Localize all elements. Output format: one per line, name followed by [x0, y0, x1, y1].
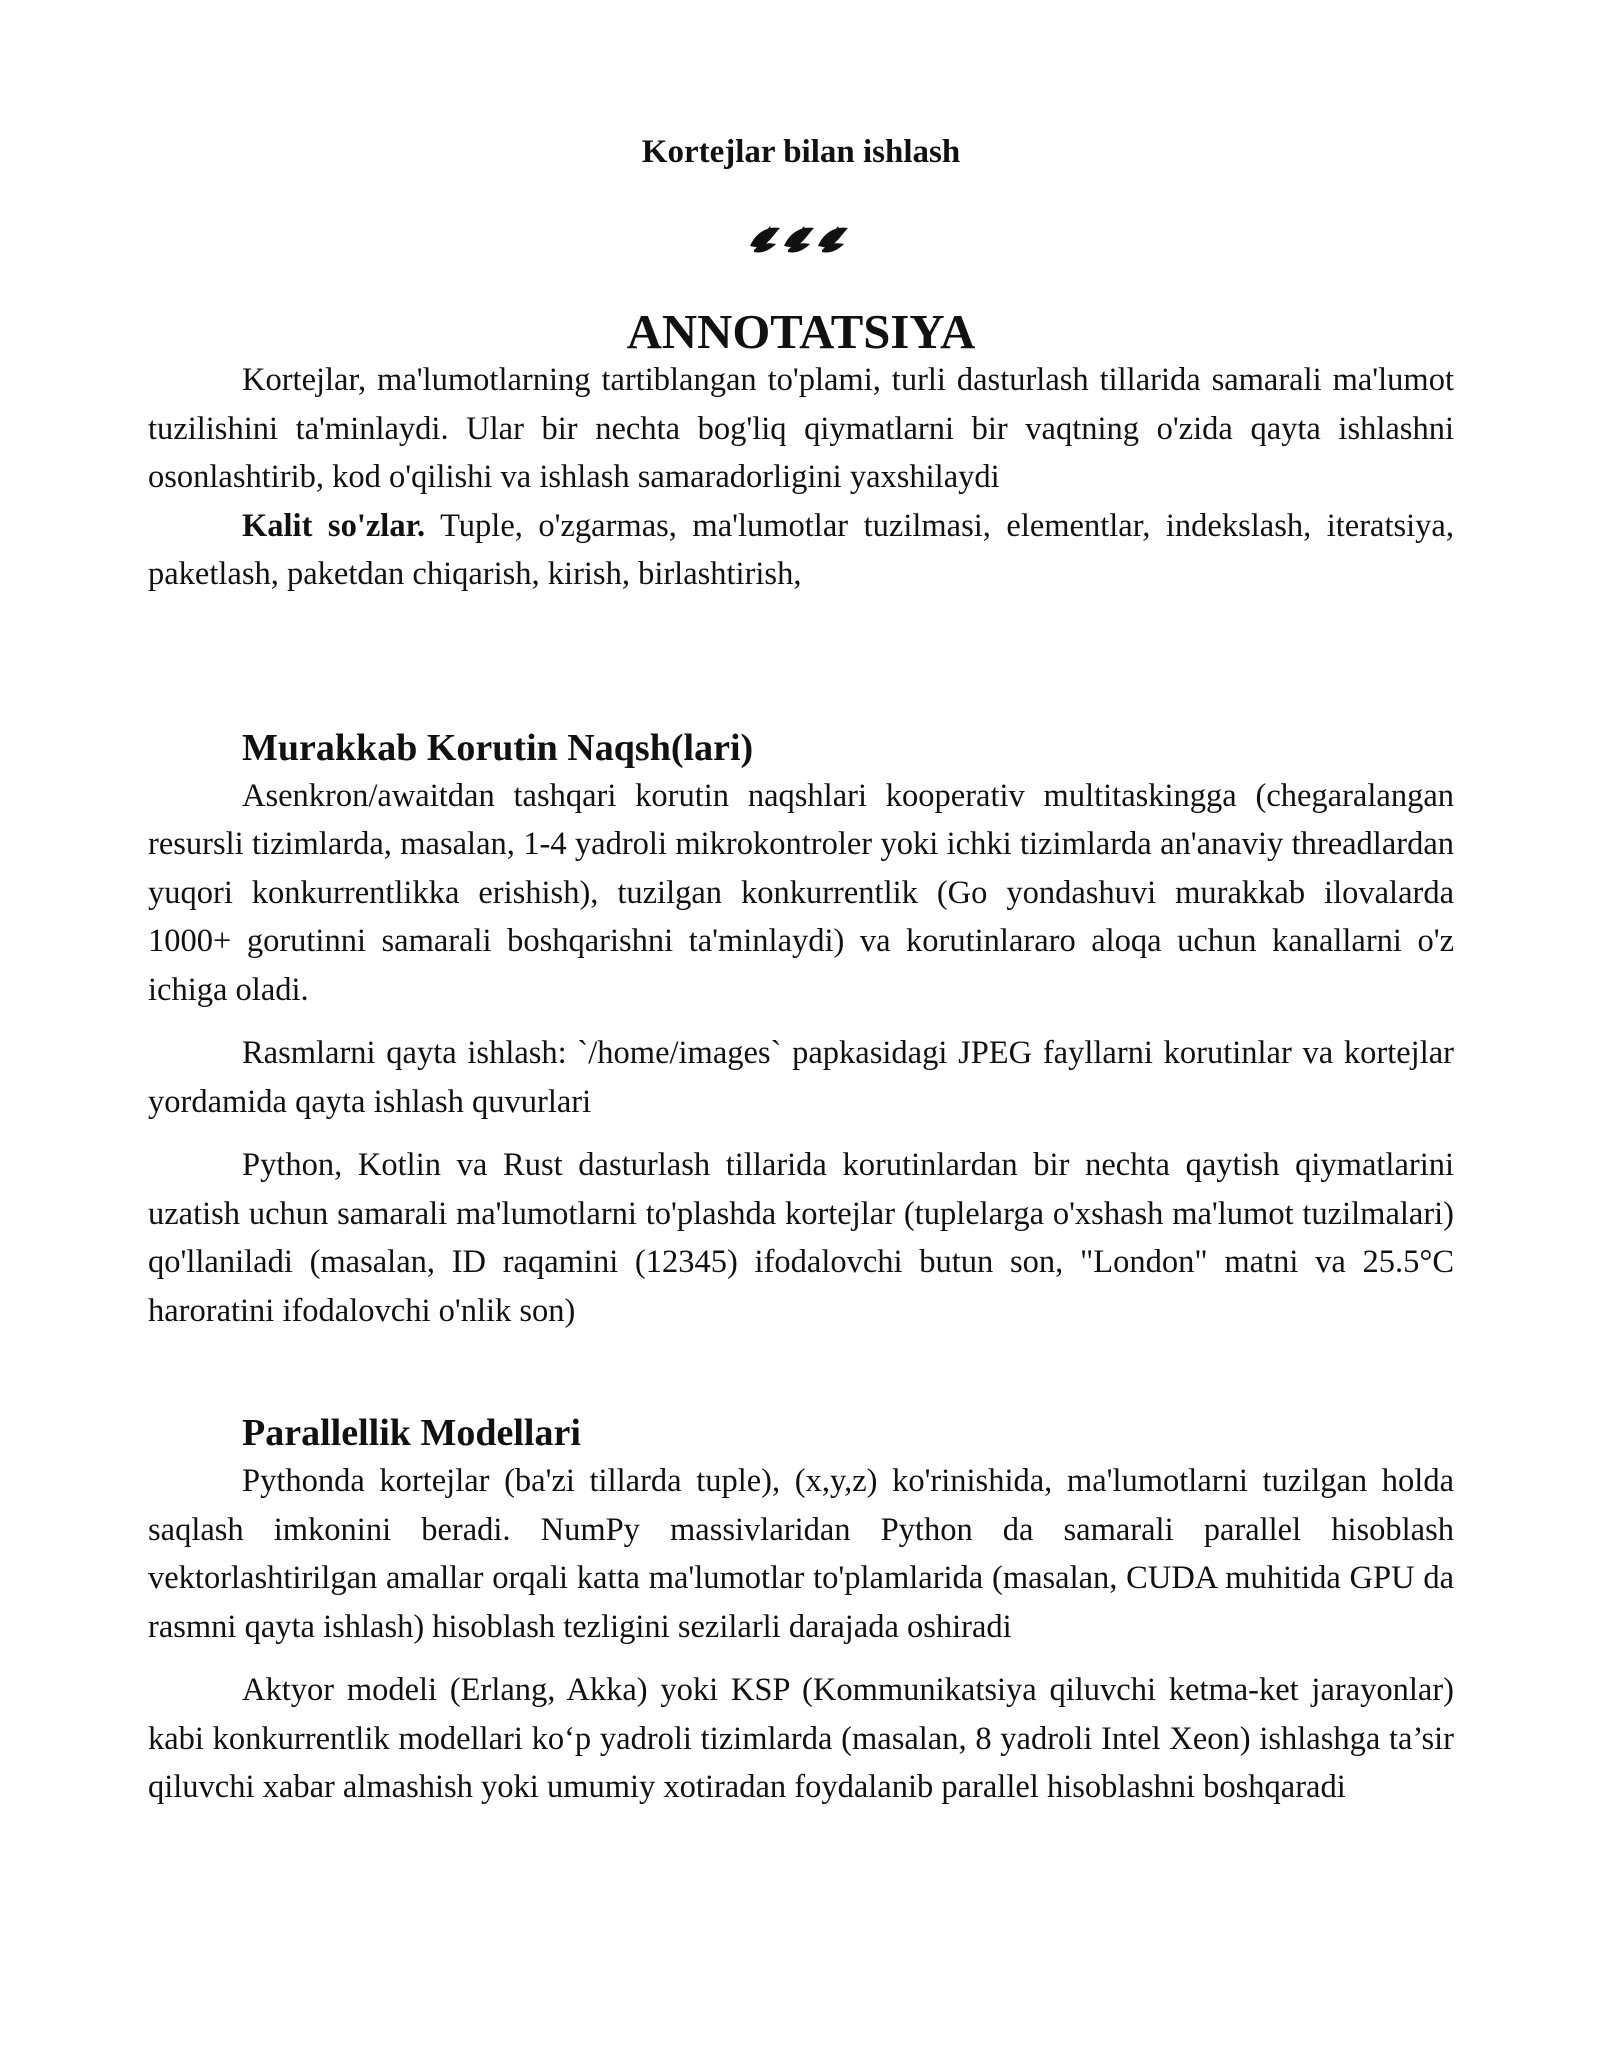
spacer	[148, 1014, 1454, 1029]
spacer	[148, 1651, 1454, 1666]
keywords-paragraph	[148, 502, 1454, 599]
annotation-heading: ANNOTATSIYA	[626, 305, 976, 359]
spacer	[148, 1126, 1454, 1141]
section-heading-parallelism: Parallellik Modellari	[242, 1412, 581, 1454]
section2-paragraph: Aktyor modeli (Erlang, Akka) yoki KSP (Kommunikatsiya qiluvchi ketma-ket jarayonlar) kabi konkurrentlik modellari ko‘p yadroli tizimlarda (masalan, 8 yadroli Intel Xeon) ishlashga ta’sir qiluvchi xabar almashish yoki umumiy xotiradan foydalanib parallel hisoblashni boshqaradi	[148, 1672, 1454, 1805]
keywords-label: Kalit so'zlar.	[242, 507, 426, 544]
section2-paragraph: Pythonda kortejlar (ba'zi tillarda tuple), (x,y,z) ko'rinishida, ma'lumotlarni tuzilgan holda saqlash imkonini beradi. NumPy massivlaridan Python da samarali parallel hisoblash vektorlashtirilgan amallar orqali katta ma'lumotlar to'plamlarida (masalan, CUDA muhitida GPU da rasmni qayta ishlash) hisoblash tezligini sezilarli darajada oshiradi	[148, 1463, 1454, 1645]
leaf-ornament-icon	[148, 220, 1454, 260]
spacer	[148, 1335, 1454, 1409]
document-body	[148, 128, 1454, 1812]
document-title: Kortejlar bilan ishlash	[641, 134, 961, 170]
section-heading-coroutines: Murakkab Korutin Naqsh(lari)	[242, 726, 754, 769]
section1-paragraph: Python, Kotlin va Rust dasturlash tillarida korutinlardan bir nechta qaytish qiymatlarini uzatish uchun samarali ma'lumotlarni to'plashda kortejlar (tuplelarga o'xshash ma'lumot tuzilmalari) qo'llaniladi (masalan, ID raqamini (12345) ifodalovchi butun son, "London" matni va 25.5°C haroratini ifodalovchi o'nlik son)	[148, 1147, 1454, 1329]
keywords-text: Tuple, o'zgarmas, ma'lumotlar tuzilmasi, elementlar, indekslash, iteratsiya, paketlash, paketdan chiqarish, kirish, birlashtirish,	[148, 507, 1454, 592]
spacer	[148, 599, 1454, 724]
section1-paragraph: Rasmlarni qayta ishlash: `/home/images` papkasidagi JPEG fayllarni korutinlar va kortejlar yordamida qayta ishlash quvurlari	[148, 1035, 1454, 1120]
section1-paragraph: Asenkron/awaitdan tashqari korutin naqshlari kooperativ multitaskingga (chegaralangan resursli tizimlarda, masalan, 1-4 yadroli mikrokontroler yoki ichki tizimlarda an'anaviy threadlardan yuqori konkurrentlikka erishish), tuzilgan konkurrentlik (Go yondashuvi murakkab ilovalarda 1000+ gorutinni samarali boshqarishni ta'minlaydi) va korutinlararo aloqa uchun kanallarni o'z ichiga oladi.	[148, 777, 1454, 1008]
annotation-text: Kortejlar, ma'lumotlarning tartiblangan to'plami, turli dasturlash tillarida samarali ma'lumot tuzilishini ta'minlaydi. Ular bir nechta bog'liq qiymatlarni bir vaqtning o'zida qayta ishlashni osonlashtirib, kod o'qilishi va ishlash samaradorligini yaxshilaydi	[148, 362, 1454, 495]
